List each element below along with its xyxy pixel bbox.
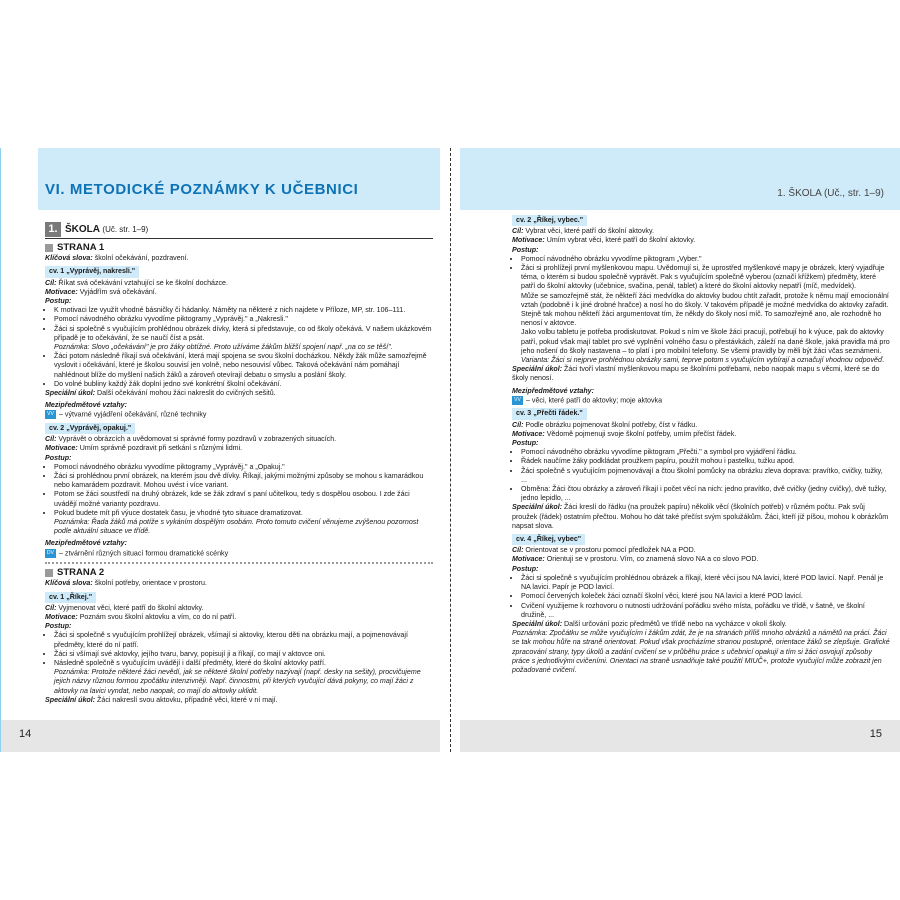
title-band bbox=[460, 148, 900, 210]
note-text: Poznámka: Zpočátku se může vyučujícím i žákům zdát, že je na stranách příliš mnoho obrázků a námětů na práci. Žáci se tak mohou hůře na straně orientovat. Pokud však procházíme stranou postupně, orientace žáků se zlepšuje. Grafické zpracování strany, typy úkolů a zadání cvičení se v průběhu práce s učebnicí opakují a tím si žáci osvojují způsoby práce s jednotlivými cvičeními. Orientaci na straně usnadňuje také použití MIUČ+, protože vyučující může zobrazit jen požadované cvičení. bbox=[512, 629, 890, 674]
left-page bbox=[0, 148, 441, 752]
list-item: • Pomocí červených koleček žáci označí školní věci, které jsou NA lavici a které POD lavicí. bbox=[521, 592, 890, 601]
list-item: • Žáci společně s vyučujícím pojmenovávají a čtou školní pomůcky na obrázku zleva doprava: pravítko, cvičky, tužky, ... bbox=[521, 467, 890, 485]
exercise-title: cv. 3 „Přečti řádek." bbox=[512, 408, 587, 419]
procedure-label: Postup: bbox=[45, 297, 72, 306]
exercise-title: cv. 2 „Říkej, vybec." bbox=[512, 215, 587, 226]
list-item: • Obměna: Žáci čtou obrázky a zároveň říkají i počet věcí na nich: jedno pravítko, dvě cvičky (jedny cvičky), dvě tužky, jedno lepidlo, ... bbox=[521, 485, 890, 503]
list-item: • Do volné bubliny každý žák doplní jedno své konkrétní školní očekávání. bbox=[54, 380, 433, 389]
list-item: • Následně společně s vyučujícím uvádějí i další předměty, které do školní aktovky patří. bbox=[54, 659, 433, 668]
list-item: • Cvičení využijeme k rozhovoru o nutnosti udržování pořádku svého místa, pořádku ve třídě, v šatně, ve školní družině, ... bbox=[521, 602, 890, 620]
list-item: • Žáci si prohlédnou první obrázek, na kterém jsou dvě dívky. Říkají, jakými možnými způsoby se mohou s kamarádkou nebo kamarádem pozdravit. Mohou uvést i více variant. bbox=[54, 472, 433, 490]
left-column: 1. ŠKOLA (Uč. str. 1–9) STRANA 1 Klíčová slova: školní očekávání, pozdravení. cv. 1 „Vyprávěj, nakresli." Cíl: Říkat svá očekávání vztahující se ke školní docházce. Motivace: Vyjádřím svá očekávání. Postup: • K motivaci lze využít vhodné básničky či hádanky. Náměty na některé z nich najdete v Příloze, MP, str. 106–111. • Pomocí návodného obrázku vyvodíme piktogramy „Vyprávěj." a „Nakresli." • Žáci si společně s vyučujícím prohlédnou obrázek dívky, která si představuje, co od školy očekává. V našem ukázkovém případě je to očekávání, že se naučí číst a psát. Poznámka: Slovo „očekávání" je pro žáky obtížné. Proto užíváme žákům bližší spojení např. „na co se těší". • Žáci potom následně říkají svá očekávání, která mají spojena se svou školní docházkou. Někdy žák může samozřejmě vyslovit i očekávání, které je školou souvisí jen volně, nebo nesouvisí vůbec. Taková očekávání nám pomáhají nahlédnout blíže do myšlení našich žáků a zároveň otevírají debatu o smyslu a poslání školy. • Do volné bubliny každý žák doplní jedno své konkrétní školní očekávání. Speciální úkol: Další očekávání mohou žáci nakreslit do cvičných sešitů. Mezipředmětové vztahy: VV – výtvarné vyjádření očekávání, různé techniky cv. 2 „Vyprávěj, opakuj." Cíl: Vyprávět o obrázcích a uvědomovat si správné formy pozdravů v zobrazených situacích. Motivace: Umím správně pozdravit při setkání s různými lidmi. Postup: • Pomocí návodného obrázku vyvodíme piktogramy „Vyprávěj." a „Opakuj." • Žáci si prohlédnou první obrázek, na kterém jsou dvě dívky. Říkají, jakými možnými způsoby se mohou s kamarádkou nebo kamarádem pozdravit. Mohou uvést i více variant. • Potom se žáci soustředí na druhý obrázek, kde se žák zdraví s paní učitelkou, tedy s dospělou osobou. I zde žáci uvádějí možné varianty pozdravu. • Pokud budete mít při výuce dostatek času, je vhodné tyto situace dramatizovat. Poznámka: Řada žáků má potíže s vykáním dospělým osobám. Proto tomuto cvičení věnujeme zvýšenou pozornost podle aktuální situace ve třídě. Mezipředmětové vztahy: DV – ztvárnění různých situací formou dramatické scénky STRANA 2 Klíčová slova: školní potřeby, orientace v prostoru. cv. 1 „Říkej." Cíl: Vyjmenovat věci, které patří do školní aktovky. Motivace: Poznám svou školní aktovku a vím, co do ní patří. Postup: • Žáci si společně s vyučujícím prohlížejí obrázek, všímají si aktovky, kterou děti na obrázku mají, a pojmenovávají předměty, které do ní patří. • Žáci si všímají své aktovky, jejího tvaru, barvy, popisují ji a říkají, co mají v aktovce oni. • Následně společně s vyučujícím uvádějí i další předměty, které do školní aktovky patří. Poznámka: Protože některé žáci nevědí, jak se některé školní potřeby nazývají (např. desky na sešity), procvičujeme jejich názvy různou formou zpočátku intenzivněji. Např. činnostmi, při kterých vyučující dává pokyny, co mají žáci z aktovky na lavici vyndat, nebo naopak, co mají do aktovky uklidit. Speciální úkol: Žáci nakreslí svou aktovku, případně věci, které v ní mají. bbox=[45, 222, 433, 705]
title-band bbox=[38, 148, 441, 210]
subject-icon: VV bbox=[45, 410, 56, 419]
page-footer bbox=[1, 720, 441, 752]
goal-text: Říkat svá očekávání vztahující se ke školní docházce. bbox=[58, 278, 228, 287]
list-item: • Pomocí návodného obrázku vyvodíme piktogramy „Vyprávěj." a „Nakresli." bbox=[54, 315, 433, 324]
running-head: 1. ŠKOLA (Uč., str. 1–9) bbox=[777, 188, 884, 199]
strana-heading: STRANA 2 bbox=[45, 568, 433, 577]
main-title: VI. METODICKÉ POZNÁMKY K UČEBNICI bbox=[45, 181, 359, 198]
section-divider bbox=[45, 562, 433, 564]
list-item: • Žáci si společně s vyučujícím prohlédnou obrázek a říkají, které věci jsou NA lavici, které POD lavicí. Např. Penál je NA lavici. Papír je POD lavicí. bbox=[521, 574, 890, 592]
chapter-heading bbox=[45, 222, 433, 239]
right-column: cv. 2 „Říkej, vybec." Cíl: Vybrat věci, které patří do školní aktovky. Motivace: Umím vybrat věci, které patří do školní aktovky. Postup: • Pomocí návodného obrázku vyvodíme piktogram „Vyber." • Žáci si prohlížejí první myšlenkovou mapu. Uvědomují si, že uprostřed myšlenkové mapy je obrázek, který vyjadřuje téma, o kterém si budou společně vyprávět. Pak s vyučujícím společně vyberou (označí křížkem) předměty, které patří do školní aktovky (učebnice, svačina, penál, tablet) a které do školní aktovky nepatří (míč, medvídek). Může se samozřejmě stát, že někteří žáci medvídka do aktovky budou chtít zařadit, protože k němu mají emocionální vztah (podobně i k jiné drobné hračce) a nosí ho do školy. V takovém případě je možné medvídka do aktovky zařadit. Stejně tak mohou někteří žáci argumentovat tím, že někdy do školy nosí míč. To samozřejmě ano, ale rozhodně ho nenosí v aktovce. Jako volbu tabletu je potřeba prodiskutovat. Pokud s ním ve škole žáci pracují, potřebují ho k výuce, pak do aktovky patří, pokud však mají tablet pro své vyplnění volného času o přestávkách, záleží na dané škole, jaká pravidla má pro jeho nošení do školy nastavena – to platí i pro mobilní telefony. Se všemi pravidly by měli být žáci včas seznámeni. Varianta: Žáci si nejprve prohlédnou obrázky sami, teprve potom s vyučujícím vybírají a označují vhodnou odpověď. Speciální úkol: Žáci tvoří vlastní myšlenkovou mapu se školními potřebami, nebo naopak mapu s věcmi, které se do školy nenosí. Mezipředmětové vztahy: VV – věci, které patří do aktovky; moje aktovka cv. 3 „Přečti řádek." Cíl: Podle obrázku pojmenovat školní potřeby, číst v řádku. Motivace: Vědomě pojmenuji svoje školní potřeby, umím přečíst řádek. Postup: • Pomocí návodného obrázku vyvodíme piktogram „Přečti." a symbol pro vyjádření řádku. • Řádek naučíme žáky podkládat proužkem papíru, použít mohou i pastelku, tužku apod. • Žáci společně s vyučujícím pojmenovávají a čtou školní pomůcky na obrázku zleva doprava: pravítko, cvičky, tužky, ... • Obměna: Žáci čtou obrázky a zároveň říkají i počet věcí na nich: jedno pravítko, dvě cvičky (jedny cvičky), dvě tužky, jedno lepidlo, ... Speciální úkol: Žáci kreslí do řádku (na proužek papíru) několik věcí (školních potřeb) v různém počtu. Pak svůj proužek (řádek) ostatním přečtou. Mohou ho dát také přečíst svým spolužákům. Žáci, kteří již píšou, mohou k obrázkům napsat slova. cv. 4 „Říkej, vybec" Cíl: Orientovat se v prostoru pomocí předložek NA a POD. Motivace: Orientuji se v prostoru. Vím, co znamená slovo NA a co slovo POD. Postup: • Žáci si společně s vyučujícím prohlédnou obrázek a říkají, které věci jsou NA lavici, které POD lavicí. Např. Penál je NA lavici. Papír je POD lavicí. • Pomocí červených koleček žáci označí školní věci, které jsou NA lavici a které POD lavicí. • Cvičení využijeme k rozhovoru o nutnosti udržování pořádku svého místa, pořádku ve třídě, v šatně, ve školní družině, ... Speciální úkol: Další určování pozic předmětů ve třídě nebo na vycházce v okolí školy. Poznámka: Zpočátku se může vyučujícím i žákům zdát, že je na stranách příliš mnoho obrázků a námětů na práci. Žáci se tak mohou hůře na straně orientovat. Pokud však procházíme stranou postupně, orientace žáků se zlepšuje. Grafické zpracování strany, typy úkolů a zadání cvičení se v průběhu práce s učebnicí opakují a tím si žáci osvojují způsoby práce s jednotlivými cvičeními. Orientaci na straně usnadňuje také použití MIUČ+, protože vyučující může zobrazit jen požadované cvičení. bbox=[512, 212, 890, 675]
subject-icon: DV bbox=[45, 549, 56, 558]
list-item: • Řádek naučíme žáky podkládat proužkem papíru, použít mohou i pastelku, tužku apod. bbox=[521, 457, 890, 466]
paragraph: Může se samozřejmě stát, že někteří žáci medvídka do aktovky budou chtít zařadit, protože k němu mají emocionální vztah (podobně i k jiné drobné hračce) a nosí ho do školy. V takovém případě je možné medvídka do aktovky zařadit. bbox=[521, 291, 889, 309]
note-text: Poznámka: Slovo „očekávání" je pro žáky obtížné. Proto užíváme žákům bližší spojení např. „na co se těší". bbox=[54, 343, 393, 352]
special-task-text: Další očekávání mohou žáci nakreslit do cvičných sešitů. bbox=[97, 389, 276, 398]
list-item: • Pomocí návodného obrázku vyvodíme piktogramy „Vyprávěj." a „Opakuj." bbox=[54, 463, 433, 472]
cross-curricular-label: Mezipředmětové vztahy: bbox=[45, 401, 127, 410]
list-item: • Žáci potom následně říkají svá očekávání, která mají spojena se svou školní docházkou. Někdy žák může samozřejmě vyslovit i očekávání, které je školou souvisí jen volně, nebo nesouvisí vůbec. Taková očekávání nám pomáhají nahlédnout blíže do myšlení našich žáků a zároveň otevírají debatu o smyslu a poslání školy. bbox=[54, 352, 433, 380]
motivation-text: Vyjádřím svá očekávání. bbox=[79, 287, 157, 296]
procedure-list bbox=[45, 306, 433, 343]
cut-line bbox=[450, 148, 451, 752]
key-label: Klíčová slova: bbox=[45, 254, 93, 263]
chapter-number: 1. bbox=[45, 222, 61, 237]
list-item: • K motivaci lze využít vhodné básničky či hádanky. Náměty na některé z nich najdete v Příloze, MP, str. 106–111. bbox=[54, 306, 433, 315]
chapter-ref: (Uč. str. 1–9) bbox=[102, 224, 149, 234]
list-item: • Žáci si všímají své aktovky, jejího tvaru, barvy, popisují ji a říkají, co mají v aktovce oni. bbox=[54, 650, 433, 659]
page-footer bbox=[460, 720, 900, 752]
paragraph: Jako volbu tabletu je potřeba prodiskutovat. Pokud s ním ve škole žáci pracují, potřebují ho k výuce, pak do aktovky patří, pokud však mají tablet pro své vyplnění volného času o přestávkách, záleží na dané škole, jaká pravidla má pro jeho nošení do školy nastavena – to platí i pro mobilní telefony. Se všemi pravidly by měli být žáci včas seznámeni. bbox=[521, 328, 890, 355]
page-number: 14 bbox=[19, 728, 32, 740]
square-icon bbox=[45, 569, 53, 577]
strana-heading: STRANA 1 bbox=[45, 243, 433, 252]
list-item: • Pokud budete mít při výuce dostatek času, je vhodné tyto situace dramatizovat. bbox=[54, 509, 433, 518]
variant-text: Varianta: Žáci si nejprve prohlédnou obrázky sami, teprve potom s vyučujícím vybírají a označují vhodnou odpověď. bbox=[521, 356, 885, 365]
list-item: • Potom se žáci soustředí na druhý obrázek, kde se žák zdraví s paní učitelkou, tedy s dospělou osobou. I zde žáci uvádějí možné varianty pozdravu. bbox=[54, 490, 433, 508]
exercise-title: cv. 2 „Vyprávěj, opakuj." bbox=[45, 423, 135, 434]
note-text: Poznámka: Řada žáků má potíže s vykáním dospělým osobám. Proto tomuto cvičení věnujeme zvýšenou pozornost podle aktuální situace ve třídě. bbox=[54, 518, 419, 536]
list-item: • Pomocí návodného obrázku vyvodíme piktogram „Přečti." a symbol pro vyjádření řádku. bbox=[521, 448, 890, 457]
list-item: • Žáci si prohlížejí první myšlenkovou mapu. Uvědomují si, že uprostřed myšlenkové mapy je obrázek, který vyjadřuje téma, o kterém si budou společně vyprávět. Pak s vyučujícím společně vyberou (označí křížkem) předměty, které patří do školní aktovky (učebnice, svačina, penál, tablet) a které do školní aktovky nepatří (míč, medvídek). bbox=[521, 264, 890, 292]
list-item: • Žáci si společně s vyučujícím prohlédnou obrázek dívky, která si představuje, co od školy očekává. V našem ukázkovém případě je to očekávání, že se naučí číst a psát. bbox=[54, 325, 433, 343]
list-item: • Žáci si společně s vyučujícím prohlížejí obrázek, všímají si aktovky, kterou děti na obrázku mají, a pojmenovávají předměty, které do ní patří. bbox=[54, 631, 433, 649]
page-number: 15 bbox=[869, 728, 882, 740]
exercise-title: cv. 1 „Říkej." bbox=[45, 592, 96, 603]
subject-icon: VV bbox=[512, 396, 523, 405]
square-icon bbox=[45, 244, 53, 252]
exercise-title: cv. 1 „Vyprávěj, nakresli." bbox=[45, 266, 139, 277]
note-text: Poznámka: Protože některé žáci nevědí, jak se některé školní potřeby nazývají (např. desky na sešity), procvičujeme jejich názvy různou formou zpočátku intenzivněji. Např. činnostmi, při kterých vyučující dává pokyny, co mají žáci z aktovky na lavici vyndat, nebo naopak, co mají do aktovky uklidit. bbox=[54, 668, 421, 695]
list-item: • Pomocí návodného obrázku vyvodíme piktogram „Vyber." bbox=[521, 255, 890, 264]
right-page bbox=[460, 148, 900, 752]
paragraph: Stejně tak mohou někteří žáci argumentovat tím, že někdy do školy nosí míč. To samozřejmě ano, ale rozhodně ho nenosí v aktovce. bbox=[521, 310, 882, 328]
key-text: školní očekávání, pozdravení. bbox=[94, 254, 189, 263]
chapter-title: ŠKOLA bbox=[65, 223, 100, 235]
exercise-title: cv. 4 „Říkej, vybec" bbox=[512, 534, 585, 545]
book-spread bbox=[0, 148, 900, 752]
